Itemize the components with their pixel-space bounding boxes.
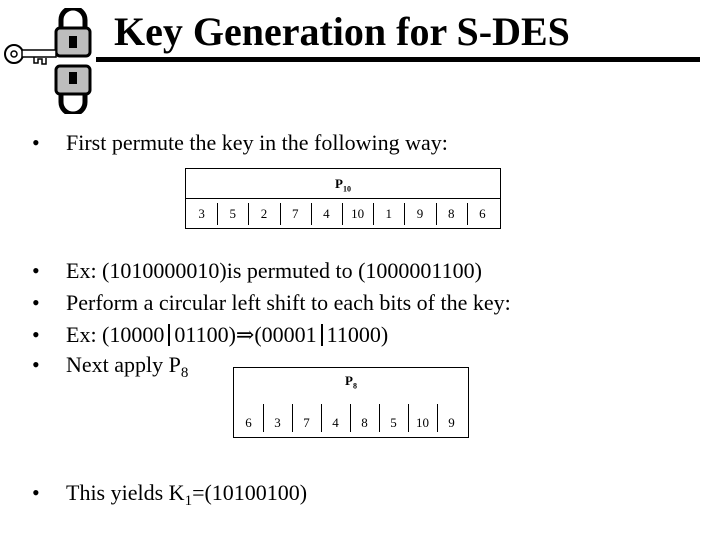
lock-icon	[52, 64, 94, 114]
p8-cell: 6	[245, 414, 252, 430]
p10-cell: 2	[260, 205, 268, 221]
p10-cell: 9	[416, 205, 424, 221]
split-bar	[321, 324, 323, 346]
bullet-permute: • First permute the key in the following way:	[32, 130, 448, 155]
title-underline	[96, 57, 700, 62]
p10-cell: 4	[323, 205, 330, 221]
implies-arrow: ⇒	[235, 322, 255, 347]
lock-icon	[52, 8, 94, 58]
p8-cell: 5	[390, 414, 397, 430]
slide-title: Key Generation for S-DES	[114, 9, 570, 54]
p10-cell: 8	[447, 205, 455, 221]
bullet-circular-shift: • Perform a circular left shift to each bits of the key:	[32, 290, 511, 315]
bullet-example-shift: • Ex: (10000 01100)⇒(00001 11000)	[32, 322, 389, 347]
p8-cell: 3	[274, 414, 281, 430]
bullet-apply-p8: • Next apply $P_8$	[32, 352, 189, 381]
split-bar	[168, 324, 170, 346]
p10-cell: 10	[351, 205, 365, 221]
bullet-example-permute: • Ex: (1010000010)is permuted to (1000001100)	[32, 258, 482, 283]
p10-cell: 1	[385, 205, 393, 221]
p8-cell: 8	[361, 414, 368, 430]
p8-cell: 10	[416, 414, 429, 430]
p10-cell: 6	[479, 205, 486, 221]
p8-cell: 7	[303, 414, 310, 430]
p8-cell: 9	[448, 414, 455, 430]
p8-label: $P_8$	[345, 373, 357, 391]
p8-cell: 4	[332, 414, 339, 430]
bullet-result: • This yields $K_1=(10100100)$	[32, 480, 308, 509]
p10-cell: 3	[198, 205, 205, 221]
p8-table	[233, 367, 469, 438]
p10-cell: 5	[229, 205, 237, 221]
p10-label: $P_{10}$	[335, 176, 351, 194]
key-icon	[4, 38, 58, 70]
p10-cell: 7	[291, 205, 299, 221]
p10-table	[185, 168, 501, 229]
